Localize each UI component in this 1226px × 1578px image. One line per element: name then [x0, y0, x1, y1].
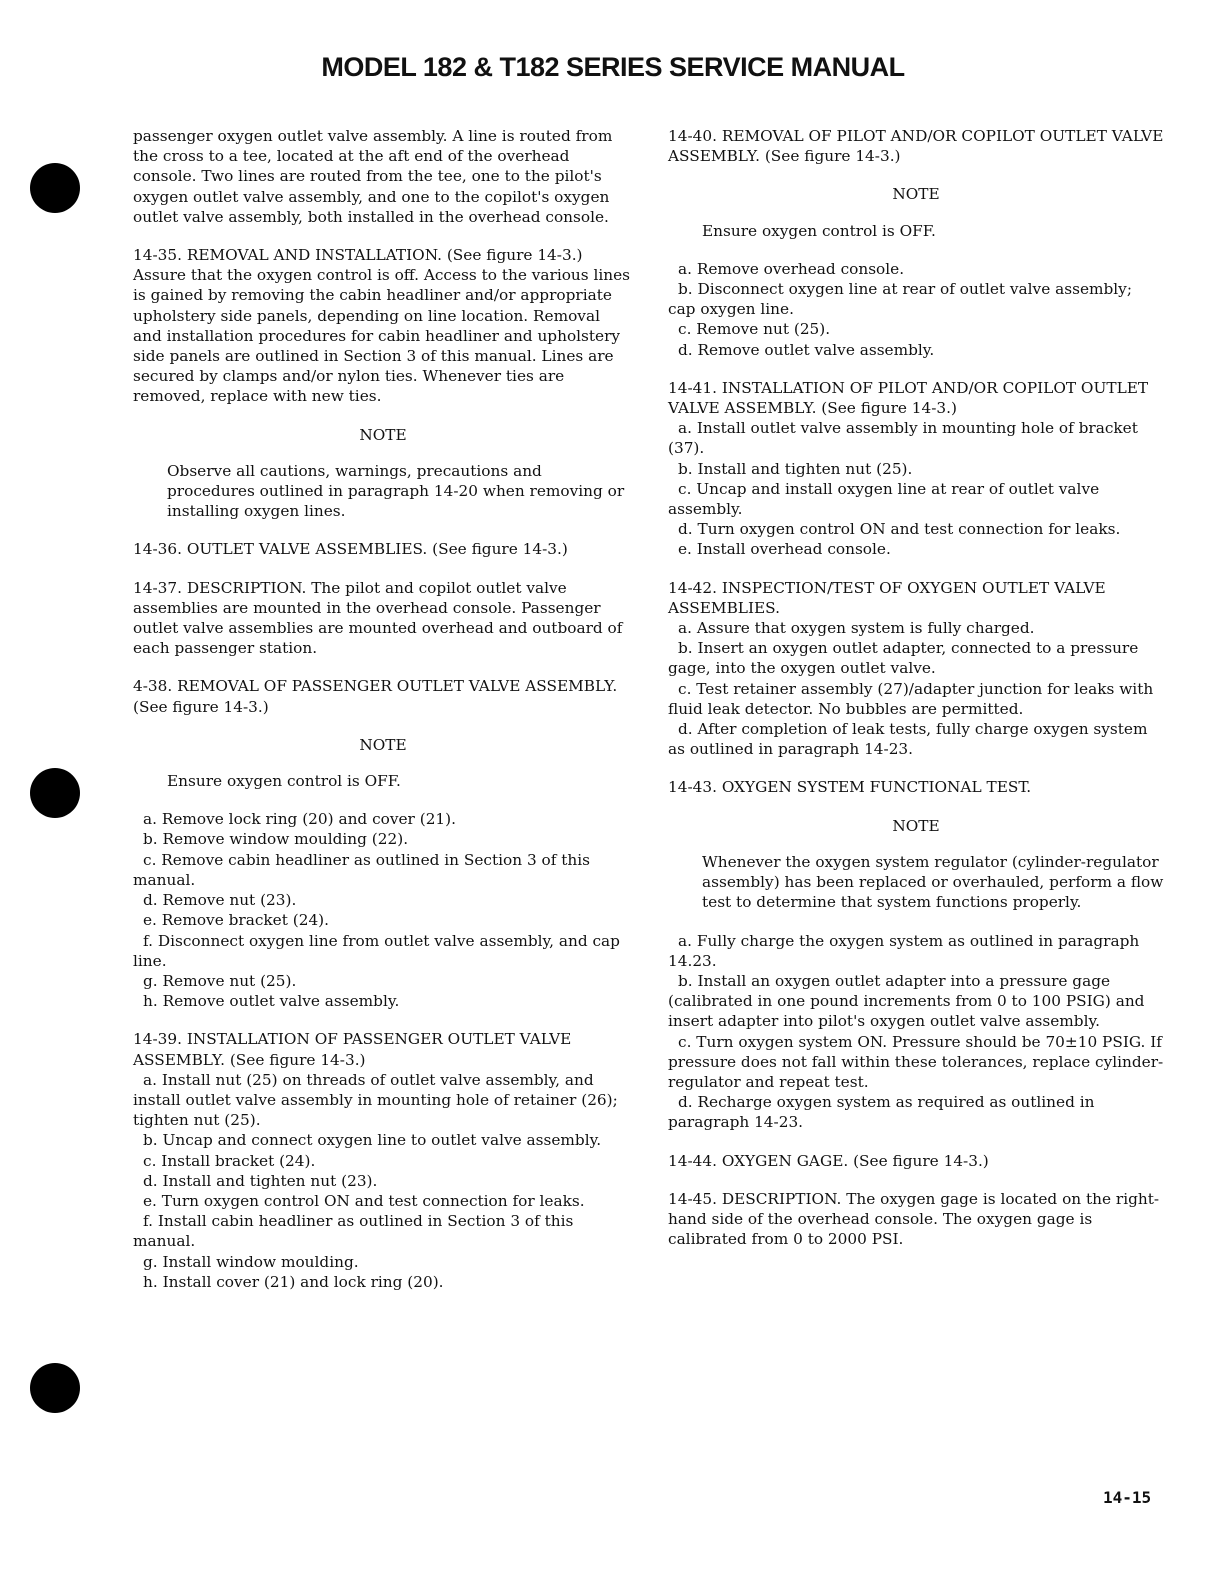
list-item: a. Remove lock ring (20) and cover (21).	[143, 810, 456, 829]
paragraph-14-36: 14-36. OUTLET VALVE ASSEMBLIES. (See figure 14-3.)	[133, 540, 568, 559]
paragraph-14-40: 14-40. REMOVAL OF PILOT AND/OR COPILOT OUTLET VALVE ASSEMBLY. (See figure 14-3.)	[668, 127, 1164, 166]
list-item: d. Recharge oxygen system as required as outlined in paragraph 14-23.	[668, 1093, 1095, 1132]
list-item: a. Install nut (25) on threads of outlet valve assembly, and install outlet valve assembly in mounting hole of retainer (26); tighten nut (25).	[133, 1070, 618, 1130]
list-item: b. Remove window moulding (22).	[143, 830, 409, 849]
list-item: a. Install outlet valve assembly in mounting hole of bracket (37).	[668, 419, 1138, 458]
list-item: a. Assure that oxygen system is fully charged.	[678, 619, 1035, 638]
steps-14-38	[133, 809, 633, 1011]
note-heading: NOTE	[892, 816, 940, 835]
list-item: c. Remove cabin headliner as outlined in Section 3 of this manual.	[133, 850, 591, 889]
paragraph-14-38: 4-38. REMOVAL OF PASSENGER OUTLET VALVE ASSEMBLY. (See figure 14-3.)	[133, 677, 618, 716]
list-item: e. Remove bracket (24).	[143, 911, 330, 930]
note-heading: NOTE	[359, 735, 407, 754]
list-item: f. Install cabin headliner as outlined in Section 3 of this manual.	[133, 1212, 574, 1251]
list-item: f. Disconnect oxygen line from outlet valve assembly, and cap line.	[133, 931, 620, 970]
list-item: c. Test retainer assembly (27)/adapter junction for leaks with fluid leak detector. No bubbles are permitted.	[668, 679, 1154, 718]
steps-14-41	[668, 418, 1164, 559]
binder-hole-top	[30, 163, 80, 213]
paragraph-14-39: 14-39. INSTALLATION OF PASSENGER OUTLET VALVE ASSEMBLY. (See figure 14-3.)	[133, 1030, 572, 1069]
binder-hole-bottom	[30, 1363, 80, 1413]
paragraph-14-35: 14-35. REMOVAL AND INSTALLATION. (See figure 14-3.) Assure that the oxygen control is off. Access to the various lines is gained by removing the cabin headliner and/or appropriate upholstery side panels, depending on line location. Removal and installation procedures for cabin headliner and upholstery side panels are outlined in Section 3 of this manual. Lines are secured by clamps and/or nylon ties. Whenever ties are removed, replace with new ties.	[133, 246, 631, 406]
list-item: g. Remove nut (25).	[143, 971, 297, 990]
paragraph-14-44: 14-44. OXYGEN GAGE. (See figure 14-3.)	[668, 1151, 989, 1170]
list-item: c. Remove nut (25).	[678, 320, 831, 339]
list-item: b. Install and tighten nut (25).	[678, 459, 913, 478]
steps-14-40	[668, 259, 1164, 360]
list-item: b. Disconnect oxygen line at rear of outlet valve assembly; cap oxygen line.	[668, 280, 1132, 319]
left-column	[133, 126, 633, 1310]
list-item: d. Turn oxygen control ON and test connection for leaks.	[678, 520, 1121, 539]
page-number: 14-15	[1103, 1488, 1152, 1507]
list-item: h. Install cover (21) and lock ring (20).	[143, 1272, 444, 1291]
list-item: a. Remove overhead console.	[678, 259, 905, 278]
paragraph-intro: passenger oxygen outlet valve assembly. A line is routed from the cross to a tee, located at the aft end of the overhead console. Two lines are routed from the tee, one to the pilot's oxygen outlet valve assembly, and one to the copilot's oxygen outlet valve assembly, both installed in the overhead console.	[133, 127, 613, 226]
note-heading: NOTE	[892, 185, 940, 204]
list-item: a. Fully charge the oxygen system as outlined in paragraph 14.23.	[668, 931, 1140, 970]
list-item: h. Remove outlet valve assembly.	[143, 992, 400, 1011]
list-item: b. Uncap and connect oxygen line to outlet valve assembly.	[143, 1131, 602, 1150]
list-item: d. Remove nut (23).	[143, 891, 297, 910]
list-item: c. Uncap and install oxygen line at rear of outlet valve assembly.	[668, 479, 1100, 519]
page-title: MODEL 182 & T182 SERIES SERVICE MANUAL	[321, 52, 905, 82]
paragraph-14-42: 14-42. INSPECTION/TEST OF OXYGEN OUTLET VALVE ASSEMBLIES.	[668, 578, 1106, 617]
steps-14-39	[133, 1070, 633, 1292]
list-item: b. Install an oxygen outlet adapter into a pressure gage (calibrated in one pound increments from 0 to 100 PSIG) and insert adapter into pilot's oxygen outlet valve assembly.	[668, 971, 1145, 1031]
paragraph-14-45: 14-45. DESCRIPTION. The oxygen gage is located on the right-hand side of the overhead console. The oxygen gage is calibrated from 0 to 2000 PSI.	[668, 1189, 1160, 1249]
steps-14-42	[668, 618, 1164, 759]
list-item: d. After completion of leak tests, fully charge oxygen system as outlined in paragraph 14-23.	[668, 720, 1148, 759]
note-text: Observe all cautions, warnings, precautions and procedures outlined in paragraph 14-20 when removing or installing oxygen lines.	[167, 461, 625, 521]
list-item: g. Install window moulding.	[143, 1252, 359, 1271]
note-text: Ensure oxygen control is OFF.	[702, 221, 936, 240]
list-item: d. Install and tighten nut (23).	[143, 1171, 378, 1190]
note-heading: NOTE	[359, 425, 407, 444]
steps-14-43	[668, 931, 1164, 1133]
right-column	[668, 126, 1164, 1267]
list-item: b. Insert an oxygen outlet adapter, connected to a pressure gage, into the oxygen outlet valve.	[668, 639, 1139, 678]
list-item: e. Turn oxygen control ON and test connection for leaks.	[143, 1191, 585, 1210]
list-item: c. Install bracket (24).	[143, 1151, 316, 1170]
list-item: c. Turn oxygen system ON. Pressure should be 70±10 PSIG. If pressure does not fall within these tolerances, replace cylinder-regulator and repeat test.	[668, 1032, 1164, 1091]
list-item: e. Install overhead console.	[678, 540, 891, 559]
binder-hole-middle	[30, 768, 80, 818]
note-text: Ensure oxygen control is OFF.	[167, 772, 401, 791]
list-item: d. Remove outlet valve assembly.	[678, 340, 935, 359]
paragraph-14-41: 14-41. INSTALLATION OF PILOT AND/OR COPILOT OUTLET VALVE ASSEMBLY. (See figure 14-3.)	[668, 378, 1149, 418]
note-text: Whenever the oxygen system regulator (cylinder-regulator assembly) has been replaced or overhauled, perform a flow test to determine that system functions properly.	[702, 852, 1164, 912]
paragraph-14-43: 14-43. OXYGEN SYSTEM FUNCTIONAL TEST.	[668, 778, 1032, 797]
paragraph-14-37: 14-37. DESCRIPTION. The pilot and copilot outlet valve assemblies are mounted in the overhead console. Passenger outlet valve assemblies are mounted overhead and outboard of each passenger station.	[133, 578, 623, 658]
